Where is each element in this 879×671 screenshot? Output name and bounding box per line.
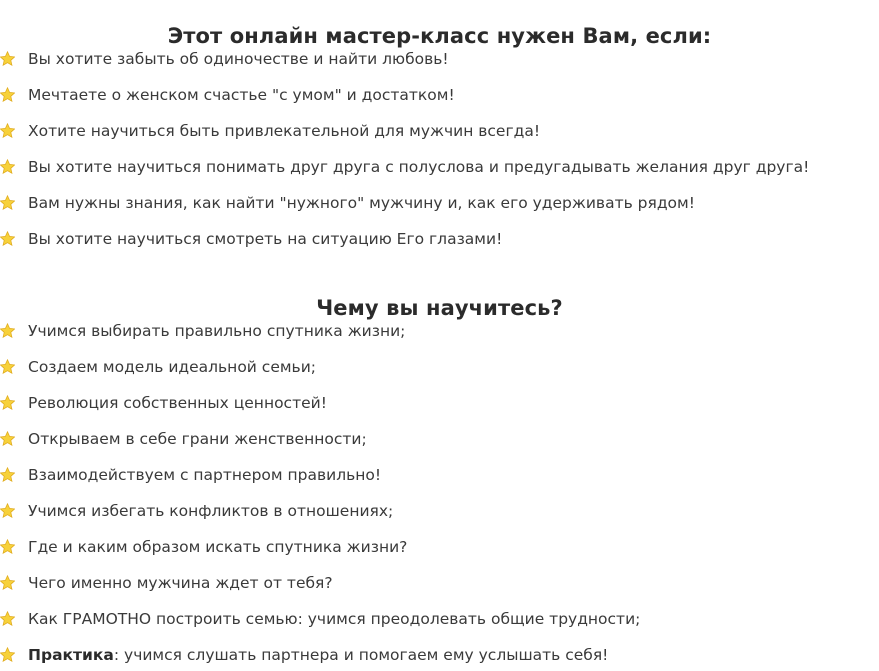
list-item-text: Как ГРАМОТНО построить семью: учимся преодолевать общие трудности; <box>28 610 641 628</box>
list-item-text: Мечтаете о женском счастье "с умом" и достатком! <box>28 86 455 104</box>
star-icon <box>0 159 15 174</box>
list-item <box>0 392 879 414</box>
list-item-text: Открываем в себе грани женственности; <box>28 430 367 448</box>
list-item <box>0 608 879 630</box>
star-icon <box>0 575 15 590</box>
list-item <box>0 120 879 142</box>
page-title-who-needs: Этот онлайн мастер-класс нужен Вам, если: <box>167 24 712 48</box>
star-icon <box>0 431 15 446</box>
curriculum-list <box>0 320 879 666</box>
list-item <box>0 228 879 250</box>
list-item <box>0 320 879 342</box>
star-icon <box>0 503 15 518</box>
list-item-text: Практика: учимся слушать партнера и помогаем ему услышать себя! <box>28 646 609 664</box>
list-item <box>0 48 879 70</box>
list-item-text: Вам нужны знания, как найти "нужного" мужчину и, как его удерживать рядом! <box>28 194 695 212</box>
star-icon <box>0 467 15 482</box>
star-icon <box>0 231 15 246</box>
list-item-text: Чего именно мужчина ждет от тебя? <box>28 574 333 592</box>
star-icon <box>0 323 15 338</box>
list-item <box>0 192 879 214</box>
list-item <box>0 572 879 594</box>
star-icon <box>0 539 15 554</box>
star-icon <box>0 195 15 210</box>
list-item-text: Учимся избегать конфликтов в отношениях; <box>28 502 394 520</box>
list-item-practice <box>0 644 879 666</box>
list-item-text: Революция собственных ценностей! <box>28 394 327 412</box>
list-item-text: Создаем модель идеальной семьи; <box>28 358 316 376</box>
list-item <box>0 500 879 522</box>
star-icon <box>0 359 15 374</box>
list-item-text: Вы хотите научиться смотреть на ситуацию Его глазами! <box>28 230 503 248</box>
list-item-text: Вы хотите научиться понимать друг друга с полуслова и предугадывать желания друг друга! <box>28 158 810 176</box>
document-page <box>0 24 879 671</box>
list-item-text: Учимся выбирать правильно спутника жизни; <box>28 322 406 340</box>
list-item <box>0 428 879 450</box>
list-item <box>0 156 879 178</box>
star-icon <box>0 51 15 66</box>
star-icon <box>0 611 15 626</box>
benefits-list <box>0 48 879 250</box>
list-item <box>0 464 879 486</box>
page-title-what-you-learn: Чему вы научитесь? <box>316 296 563 320</box>
star-icon <box>0 123 15 138</box>
star-icon <box>0 395 15 410</box>
list-item <box>0 356 879 378</box>
star-icon <box>0 87 15 102</box>
list-item <box>0 536 879 558</box>
list-item <box>0 84 879 106</box>
star-icon <box>0 647 15 662</box>
list-item-text: Где и каким образом искать спутника жизни? <box>28 538 408 556</box>
list-item-text: Взаимодействуем с партнером правильно! <box>28 466 382 484</box>
list-item-text: Вы хотите забыть об одиночестве и найти любовь! <box>28 50 449 68</box>
list-item-text: Хотите научиться быть привлекательной для мужчин всегда! <box>28 122 541 140</box>
